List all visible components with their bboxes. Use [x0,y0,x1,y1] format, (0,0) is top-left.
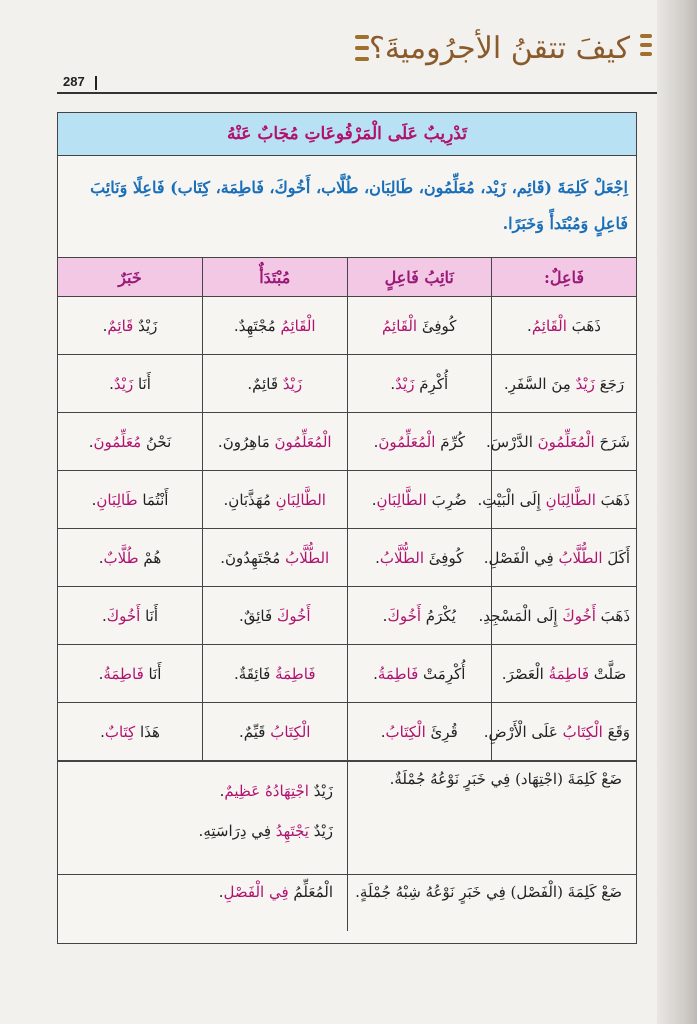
table-cell: الْكِتَابُ قَيِّمٌ. [203,703,348,761]
extra-prompt: ضَعْ كَلِمَةَ (اجْتِهَاد) فِي خَبَرٍ نَوْعُهُ جُمْلَةٌ. [347,762,636,874]
table-cell: هُمْ طُلَّابٌ. [58,529,203,587]
table-cell: ذَهَبَ الْقَائِمُ. [492,297,637,355]
table-cell: ذَهَبَ أَخُوكَ إِلَى الْمَسْجِدِ. [492,587,637,645]
table-row [58,471,636,529]
table-cell: زَيْدٌ قَائِمٌ. [203,355,348,413]
table-cell: أَنَا أَخُوكَ. [58,587,203,645]
header-khabar: خَبَرٌ [58,258,203,297]
table-cell: ذَهَبَ الطَّالِبَانِ إِلَى الْبَيْتِ. [492,471,637,529]
answers-table [58,258,636,761]
table-cell: الْمُعَلِّمُونَ مَاهِرُونَ. [203,413,348,471]
table-row [58,297,636,355]
page-number-row [57,76,657,94]
exercise-box [57,112,637,944]
table-cell: أَكَلَ الطُّلَّابُ فِي الْفَصْلِ. [492,529,637,587]
extra-answer: الْمُعَلِّمُ فِي الْفَصْلِ. [218,883,333,901]
table-cell: الْقَائِمُ مُجْتَهِدٌ. [203,297,348,355]
table-cell: وَقَعَ الْكِتَابُ عَلَى الْأَرْضِ. [492,703,637,761]
table-cell: أَنْتُمَا طَالِبَانِ. [58,471,203,529]
page-number-divider [95,76,97,90]
extra-prompt: ضَعْ كَلِمَةَ (الْفَصْل) فِي خَبَرٍ نَوْعُهُ شِبْهُ جُمْلَةٍ. [347,875,636,931]
table-cell: ضُرِبَ الطَّالِبَانِ. [347,471,492,529]
table-cell: نَحْنُ مُعَلِّمُونَ. [58,413,203,471]
table-cell: كُوفِئَ الطُّلَّابُ. [347,529,492,587]
page-number: 287 [63,74,85,89]
extra-row-shibh-jumla [58,874,636,931]
table-cell: رَجَعَ زَيْدٌ مِنَ السَّفَرِ. [492,355,637,413]
header-mubtada: مُبْتَدَأٌ [203,258,348,297]
page-edge-shadow [657,0,697,1024]
table-cell: أَنَا فَاطِمَةُ. [58,645,203,703]
table-cell: هَذَا كِتَابٌ. [58,703,203,761]
table-cell: صَلَّتْ فَاطِمَةُ الْعَصْرَ. [492,645,637,703]
ornament-icon-left [640,34,652,56]
exercise-title: تَدْرِيبٌ عَلَى الْمَرْفُوعَاتِ مُجَابٌ عَنْهُ [227,124,467,144]
table-cell: أَخُوكَ فَائِقٌ. [203,587,348,645]
table-cell: يُكْرَمُ أَخُوكَ. [347,587,492,645]
book-title: كيفَ تتقنُ الأجرُوميةَ؟ [369,30,631,66]
header-naib-fael: نَائِبُ فَاعِلٍ [347,258,492,297]
table-cell: كُرِّمَ الْمُعَلِّمُونَ. [347,413,492,471]
table-row [58,703,636,761]
table-row [58,587,636,645]
extra-answer [58,762,347,874]
table-row [58,645,636,703]
table-cell: شَرَحَ الْمُعَلِّمُونَ الدَّرْسَ. [492,413,637,471]
table-row [58,355,636,413]
table-cell: الطَّالِبَانِ مُهَذَّبَانِ. [203,471,348,529]
table-cell: الطُّلَّابُ مُجْتَهِدُونَ. [203,529,348,587]
header-fael: فَاعِلٌ: [492,258,637,297]
table-cell: أَنَا زَيْدٌ. [58,355,203,413]
table-row [58,413,636,471]
table-body [58,297,636,761]
exercise-title-bar [58,113,636,156]
table-cell: قُرِئَ الْكِتَابُ. [347,703,492,761]
answer-line: زَيْدٌ اجْتِهَادُهُ عَظِيمٌ. [219,782,333,800]
table-cell: كُوفِئَ الْقَائِمُ [347,297,492,355]
table-cell: أُكْرِمَتْ فَاطِمَةُ. [347,645,492,703]
table-row [58,529,636,587]
exercise-instruction: اِجْعَلْ كَلِمَةَ (قَائِم، زَيْد، مُعَلِّمُون، طَالِبَان، طُلَّاب، أَخُوكَ، فَاطِمَة، كِتَاب) فَاعِلًا وَنَائِبَ فَاعِلٍ وَمُبْتَدأً وَخَبَرًا. [58,156,636,258]
table-cell: فَاطِمَةُ فَائِقَةٌ. [203,645,348,703]
answer-line: زَيْدٌ يَجْتَهِدُ فِي دِرَاسَتِهِ. [198,822,333,840]
table-cell: زَيْدٌ قَائِمٌ. [58,297,203,355]
extra-row-jumla [58,761,636,874]
table-cell: أُكْرِمَ زَيْدٌ. [347,355,492,413]
ornament-icon [355,35,369,61]
running-header [345,22,645,74]
table-header-row [58,258,636,297]
